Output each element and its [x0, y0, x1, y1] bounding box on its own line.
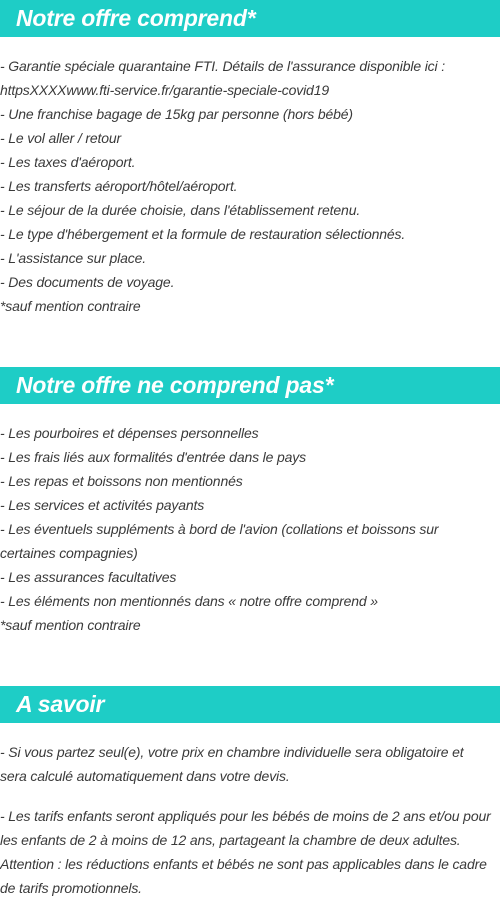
list-item: - Les éventuels suppléments à bord de l'avion (collations et boissons sur [0, 521, 439, 537]
list-item: - Les assurances facultatives [0, 569, 177, 585]
paragraph-line: Attention : les réductions enfants et bébés ne sont pas applicables dans le cadre [0, 856, 487, 872]
list-item: - Des documents de voyage. [0, 274, 175, 290]
footnote: *sauf mention contraire [0, 298, 141, 314]
section-title: Notre offre ne comprend pas* [16, 372, 334, 398]
section-header-offer-includes [0, 0, 500, 37]
list-item: - Les taxes d'aéroport. [0, 154, 136, 170]
footnote: *sauf mention contraire [0, 617, 141, 633]
list-item: httpsXXXXwww.fti-service.fr/garantie-speciale-covid19 [0, 82, 329, 98]
paragraph-line: - Les tarifs enfants seront appliqués pour les bébés de moins de 2 ans et/ou pour [0, 808, 491, 824]
list-item: - Les transferts aéroport/hôtel/aéroport. [0, 178, 238, 194]
list-item: - Le type d'hébergement et la formule de restauration sélectionnés. [0, 226, 406, 242]
list-item: - Le séjour de la durée choisie, dans l'établissement retenu. [0, 202, 361, 218]
good-to-know-paragraph-2 [0, 804, 500, 900]
list-item: - Le vol aller / retour [0, 130, 122, 146]
list-item: - Les services et activités payants [0, 497, 205, 513]
section-header-good-to-know [0, 686, 500, 723]
list-item: certaines compagnies) [0, 545, 138, 561]
list-item: - Les repas et boissons non mentionnés [0, 473, 243, 489]
list-item: - Les pourboires et dépenses personnelles [0, 425, 259, 441]
paragraph-line: sera calculé automatiquement dans votre devis. [0, 768, 290, 784]
list-item: - Les éléments non mentionnés dans « notre offre comprend » [0, 593, 378, 609]
list-item: - Une franchise bagage de 15kg par personne (hors bébé) [0, 106, 353, 122]
paragraph-line: - Si vous partez seul(e), votre prix en chambre individuelle sera obligatoire et [0, 744, 464, 760]
good-to-know-paragraph-1 [0, 740, 500, 788]
paragraph-line: les enfants de 2 à moins de 12 ans, partageant la chambre de deux adultes. [0, 832, 461, 848]
section-header-offer-excludes [0, 367, 500, 404]
list-item: - L'assistance sur place. [0, 250, 146, 266]
section-title: A savoir [16, 691, 105, 717]
offer-includes-list [0, 54, 500, 318]
list-item: - Garantie spéciale quarantaine FTI. Détails de l'assurance disponible ici : [0, 58, 445, 74]
section-title: Notre offre comprend* [16, 5, 256, 31]
list-item: - Les frais liés aux formalités d'entrée dans le pays [0, 449, 306, 465]
offer-excludes-list [0, 421, 500, 637]
paragraph-line: de tarifs promotionnels. [0, 880, 142, 896]
